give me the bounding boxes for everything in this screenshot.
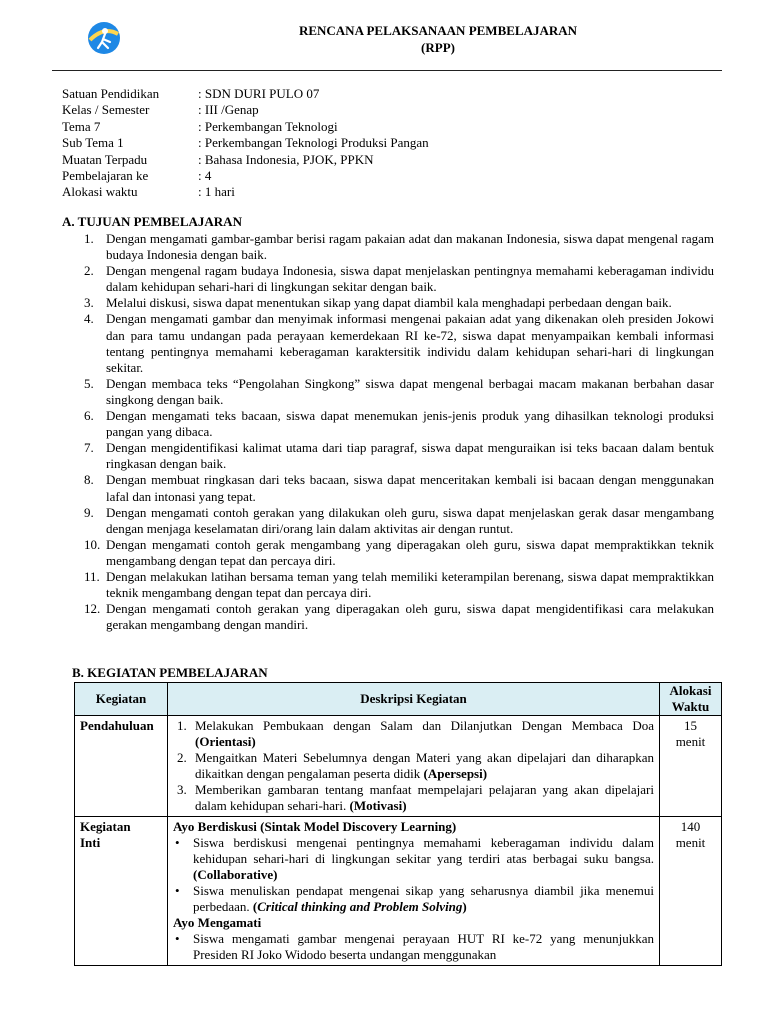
list-item: 12. Dengan mengamati contoh gerakan yang diperagakan oleh guru, siswa dapat mengidentifikasi cara melakukan gerakan mengambang dengan mandiri. bbox=[84, 601, 714, 633]
list-item: 6. Dengan mengamati teks bacaan, siswa dapat menemukan jenis-jenis produk yang dihasilkan teknologi produksi pangan yang dibaca. bbox=[84, 408, 714, 440]
document-title: RENCANA PELAKSANAAN PEMBELAJARAN bbox=[298, 23, 578, 38]
inti-description bbox=[168, 817, 660, 966]
list-item: 5. Dengan membaca teks “Pengolahan Singkong” siswa dapat mengenal berbagai macam makanan berbahan dasar singkong dengan baik. bbox=[84, 375, 714, 407]
section-a-title: A. TUJUAN PEMBELAJARAN bbox=[62, 214, 242, 229]
activities-table bbox=[74, 682, 722, 966]
list-item: 4. Dengan mengamati gambar dan menyimak informasi mengenai pakaian adat yang dikenakan oleh presiden Jokowi dan para tamu undangan pada perayaan kemerdekaan RI ke-72, siswa dapat menyampaikan kembali informasi tentang pentingnya memahami keberagaman karaktersitik individu dalam kehidupan sehari-hari di lingkungan sekitar. bbox=[84, 311, 714, 375]
list-item: 2. Mengaitkan Materi Sebelumnya dengan Materi yang akan dipelajari dan diharapkan dikaitkan dengan pengalaman peserta didik (Apersepsi) bbox=[177, 750, 654, 781]
pendahuluan-time: 15 menit bbox=[660, 716, 722, 817]
document-subtitle: (RPP) bbox=[421, 40, 455, 55]
inti-heading-diskusi: Ayo Berdiskusi (Sintak Model Discovery Learning) bbox=[173, 819, 457, 834]
list-item: 7. Dengan mengidentifikasi kalimat utama dari tiap paragraf, siswa dapat menguraikan isi teks bacaan dalam bentuk ringkasan dengan baik. bbox=[84, 440, 714, 472]
list-item: • Siswa menuliskan pendapat mengenai sikap yang seharusnya diambil jika menemui perbedaan. (Critical thinking and Problem Solving) bbox=[175, 883, 654, 914]
header-deskripsi: Deskripsi Kegiatan bbox=[168, 683, 660, 716]
header-alokasi: Alokasi Waktu bbox=[660, 683, 722, 716]
table-row bbox=[75, 716, 722, 817]
list-item: 3. Melalui diskusi, siswa dapat menentukan sikap yang dapat diambil kala menghadapi perbedaan dengan baik. bbox=[84, 295, 672, 311]
school-logo-icon bbox=[86, 20, 122, 56]
row-label-inti: Kegiatan Inti bbox=[75, 817, 168, 966]
list-item: 9. Dengan mengamati contoh gerakan yang dilakukan oleh guru, siswa dapat menjelaskan gerak dasar mengambang dengan menjaga keselamatan diri/orang lain dalam aktivitas air dengan runtut. bbox=[84, 504, 714, 536]
bullet-icon: • bbox=[175, 883, 180, 898]
list-item: 11. Dengan melakukan latihan bersama teman yang telah memiliki keterampilan berenang, siswa dapat mempraktikkan teknik mengambang dengan tepat dan percaya diri. bbox=[84, 568, 714, 601]
pendahuluan-description bbox=[168, 716, 660, 817]
row-label-pendahuluan: Pendahuluan bbox=[75, 716, 168, 817]
list-item: 10. Dengan mengamati contoh gerak mengambang yang diperagakan oleh guru, siswa dapat mempraktikkan teknik mengambang dengan tepat dan percaya diri. bbox=[84, 536, 714, 568]
header-kegiatan: Kegiatan bbox=[75, 683, 168, 716]
table-header-row bbox=[75, 683, 722, 716]
inti-time: 140 menit bbox=[660, 817, 722, 966]
section-b-title: B. KEGIATAN PEMBELAJARAN bbox=[72, 665, 268, 680]
table-row bbox=[75, 817, 722, 966]
list-item: 2. Dengan mengenal ragam budaya Indonesia, siswa dapat menjelaskan pentingnya memahami keberagaman individu dalam kehidupan sehari-hari di lingkungan sekitar dengan baik. bbox=[84, 263, 714, 295]
list-item: 1. Dengan mengamati gambar-gambar berisi ragam pakaian adat dan makanan Indonesia, siswa dapat mengenal ragam budaya Indonesia dengan baik. bbox=[84, 231, 714, 263]
learning-goals-list bbox=[84, 231, 714, 633]
list-item: • Siswa berdiskusi mengenai pentingnya memahami keberagaman individu dalam kehidupan sehari-hari di lingkungan sekitar yang terdiri atas berbagai suku bangsa. (Collaborative) bbox=[175, 835, 654, 882]
list-item: 8. Dengan membuat ringkasan dari teks bacaan, siswa dapat menceritakan kembali isi bacaan dengan menggunakan lafal dan intonasi yang tepat. bbox=[84, 472, 714, 504]
list-item: 1. Melakukan Pembukaan dengan Salam dan Dilanjutkan Dengan Membaca Doa (Orientasi) bbox=[177, 718, 654, 749]
list-item: 3. Memberikan gambaran tentang manfaat mempelajari pelajaran yang akan dipelajari dalam kehidupan sehari-hari. (Motivasi) bbox=[177, 782, 654, 813]
bullet-icon: • bbox=[175, 931, 180, 946]
list-item: • Siswa mengamati gambar mengenai perayaan HUT RI ke-72 yang menunjukkan Presiden RI Joko Widodo beserta undangan menggunakan bbox=[175, 931, 654, 962]
inti-heading-mengamati: Ayo Mengamati bbox=[173, 915, 262, 930]
header-divider bbox=[52, 70, 722, 71]
bullet-icon: • bbox=[175, 835, 180, 850]
